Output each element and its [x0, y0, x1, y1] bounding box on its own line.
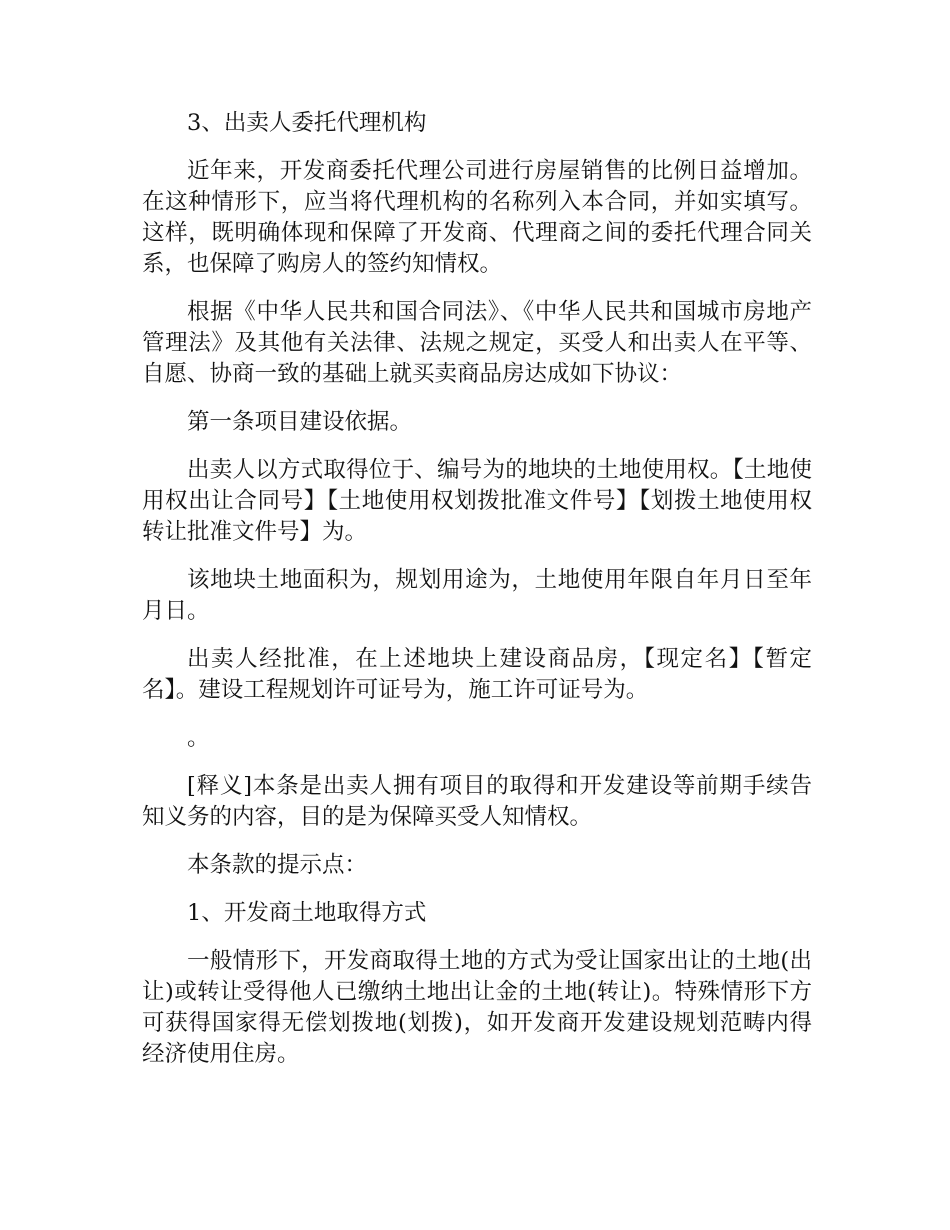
paragraph-agent-explanation: 近年来，开发商委托代理公司进行房屋销售的比例日益增加。在这种情形下，应当将代理机构的名称列入本合同，并如实填写。这样，既明确体现和保障了开发商、代理商之间的委托代理合同关系，也保障了购房人的签约知情权。 — [142, 158, 812, 277]
heading-land-acquisition: 1、开发商土地取得方式 — [187, 900, 427, 926]
paragraph-land-acquisition: 一般情形下，开发商取得土地的方式为受让国家出让的土地(出让)或转让受得他人已缴纳土地出让金的土地(转让)。特殊情形下方可获得国家得无偿划拨地(划拨)，如开发商开发建设规划范畴内得经济使用住房。 — [142, 948, 812, 1067]
paragraph-land-use-right: 出卖人以方式取得位于、编号为的地块的土地使用权。【土地使用权出让合同号】【土地使用权划拨批准文件号】【划拨土地使用权转让批准文件号】为。 — [142, 457, 812, 545]
paragraph-land-area: 该地块土地面积为，规划用途为，土地使用年限自年月日至年月日。 — [142, 567, 812, 624]
heading-agent: 3、出卖人委托代理机构 — [187, 110, 427, 136]
paragraph-construction-permit: 出卖人经批准，在上述地块上建设商品房，【现定名】【暂定名】。建设工程规划许可证号为，施工许可证号为。 — [142, 646, 812, 703]
document-body — [142, 108, 812, 1087]
paragraph-tips-heading: 本条款的提示点： — [187, 852, 368, 878]
paragraph-legal-basis: 根据《中华人民共和国合同法》、《中华人民共和国城市房地产管理法》及其他有关法律、法规之规定，买受人和出卖人在平等、自愿、协商一致的基础上就买卖商品房达成如下协议： — [142, 299, 812, 387]
paragraph-period: 。 — [187, 725, 210, 751]
article-1-title: 第一条项目建设依据。 — [187, 409, 413, 435]
paragraph-interpretation: [释义]本条是出卖人拥有项目的取得和开发建设等前期手续告知义务的内容，目的是为保障买受人知情权。 — [142, 773, 812, 830]
